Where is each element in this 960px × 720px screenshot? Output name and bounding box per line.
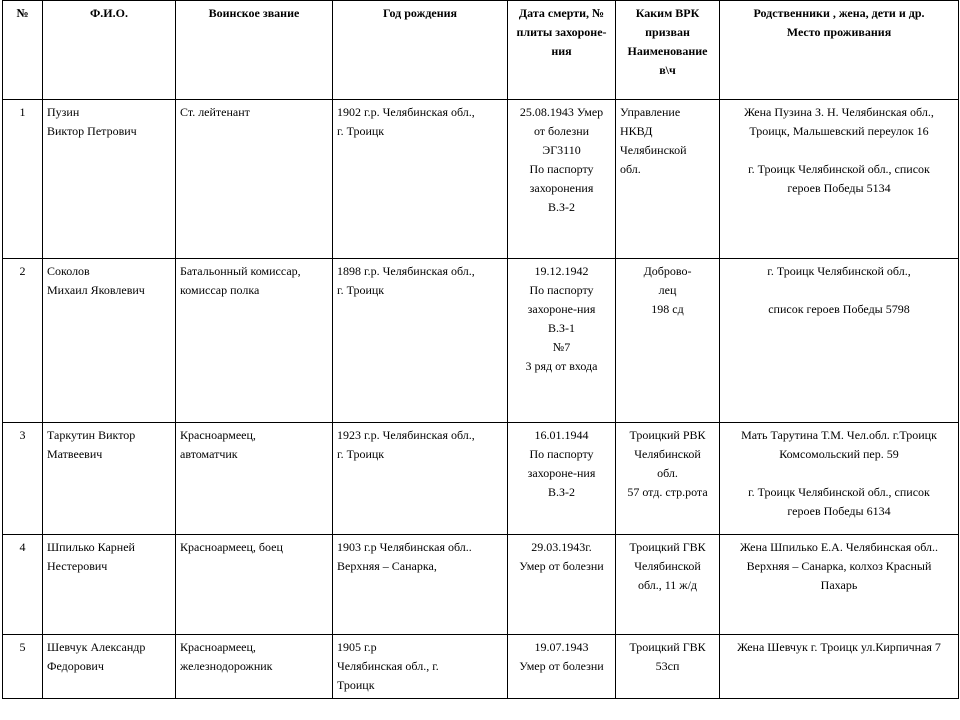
cell-line: Троицкий ГВК bbox=[629, 540, 706, 554]
cell-line: Комсомольский пер. 59 bbox=[779, 447, 899, 461]
cell-line: ния bbox=[551, 44, 572, 58]
cell-line: По паспорту bbox=[529, 447, 594, 461]
cell-birth bbox=[333, 635, 508, 699]
blank-line bbox=[724, 464, 954, 483]
cell-line: Челябинской bbox=[634, 447, 701, 461]
cell-line: Федорович bbox=[47, 659, 104, 673]
cell-relatives bbox=[720, 635, 959, 699]
cell-line: Каким ВРК bbox=[635, 6, 700, 20]
header-row bbox=[3, 1, 959, 100]
cell-line: 1898 г.р. Челябинская обл., bbox=[337, 264, 475, 278]
blank-line bbox=[724, 281, 954, 300]
cell-num: 3 bbox=[3, 423, 43, 535]
cell-line: Нестерович bbox=[47, 559, 108, 573]
cell-line: Умер от болезни bbox=[519, 659, 604, 673]
cell-line: героев Победы 6134 bbox=[787, 504, 891, 518]
cell-line: По паспорту bbox=[529, 283, 594, 297]
cell-line: г. Троицк bbox=[337, 283, 385, 297]
cell-vrk bbox=[616, 100, 720, 259]
cell-line: Умер от болезни bbox=[519, 559, 604, 573]
cell-line: Красноармеец, боец bbox=[180, 540, 283, 554]
cell-line: г. Троицк Челябинской обл., список bbox=[748, 485, 930, 499]
cell-line: Пузин bbox=[47, 105, 80, 119]
cell-line: захоронения bbox=[529, 181, 594, 195]
cell-line: В.З-1 bbox=[547, 321, 575, 335]
header-num: № bbox=[3, 1, 43, 100]
header-rank: Воинское звание bbox=[176, 1, 333, 100]
cell-relatives bbox=[720, 259, 959, 423]
cell-name bbox=[43, 635, 176, 699]
cell-line: Виктор Петрович bbox=[47, 124, 137, 138]
cell-line: Троицк, Мальшевский переулок 16 bbox=[749, 124, 929, 138]
burial-records-table bbox=[2, 0, 959, 699]
cell-line: В.З-2 bbox=[547, 485, 575, 499]
cell-line: Троицкий РВК bbox=[629, 428, 706, 442]
cell-line: 25.08.1943 Умер bbox=[519, 105, 604, 119]
cell-death bbox=[508, 259, 616, 423]
table-row bbox=[3, 259, 959, 423]
cell-line: 19.07.1943 bbox=[534, 640, 589, 654]
cell-line: автоматчик bbox=[180, 447, 238, 461]
cell-line: 19.12.1942 bbox=[534, 264, 589, 278]
cell-line: Верхняя – Санарка, bbox=[337, 559, 437, 573]
cell-line: обл., 11 ж/д bbox=[637, 578, 698, 592]
cell-line: Место проживания bbox=[786, 25, 892, 39]
cell-line: Троицк bbox=[337, 678, 375, 692]
cell-name bbox=[43, 423, 176, 535]
header-birth: Год рождения bbox=[333, 1, 508, 100]
cell-vrk bbox=[616, 535, 720, 635]
cell-line: от болезни bbox=[533, 124, 590, 138]
cell-line: Красноармеец, bbox=[180, 640, 256, 654]
cell-line: Родственники , жена, дети и др. bbox=[753, 6, 925, 20]
cell-num: 1 bbox=[3, 100, 43, 259]
cell-line: захороне-ния bbox=[527, 302, 596, 316]
cell-rank bbox=[176, 259, 333, 423]
cell-num: 2 bbox=[3, 259, 43, 423]
cell-birth bbox=[333, 259, 508, 423]
header-name: Ф.И.О. bbox=[43, 1, 176, 100]
cell-relatives bbox=[720, 100, 959, 259]
cell-line: По паспорту bbox=[529, 162, 594, 176]
table-row bbox=[3, 100, 959, 259]
cell-death bbox=[508, 423, 616, 535]
cell-line: Ст. лейтенант bbox=[180, 105, 250, 119]
cell-vrk bbox=[616, 259, 720, 423]
cell-rank bbox=[176, 635, 333, 699]
cell-line: Челябинская обл., г. bbox=[337, 659, 439, 673]
cell-death bbox=[508, 100, 616, 259]
cell-line: Матвеевич bbox=[47, 447, 103, 461]
cell-vrk bbox=[616, 423, 720, 535]
cell-line: Наименование bbox=[627, 44, 708, 58]
table-row bbox=[3, 423, 959, 535]
cell-line: Доброво- bbox=[643, 264, 692, 278]
cell-line: комиссар полка bbox=[180, 283, 260, 297]
cell-line: лец bbox=[658, 283, 677, 297]
cell-birth bbox=[333, 535, 508, 635]
cell-line: Шпилько Карней bbox=[47, 540, 135, 554]
cell-line: г. Троицк bbox=[337, 447, 385, 461]
cell-line: НКВД bbox=[620, 124, 653, 138]
cell-line: г. Троицк Челябинской обл., список bbox=[748, 162, 930, 176]
table-row bbox=[3, 635, 959, 699]
cell-line: Таркутин Виктор bbox=[47, 428, 136, 442]
cell-line: в\ч bbox=[659, 63, 676, 77]
cell-line: захороне-ния bbox=[527, 466, 596, 480]
cell-rank bbox=[176, 423, 333, 535]
cell-line: №7 bbox=[552, 340, 571, 354]
cell-line: Троицкий ГВК bbox=[629, 640, 706, 654]
cell-line: Михаил Яковлевич bbox=[47, 283, 145, 297]
cell-line: Управление bbox=[620, 105, 681, 119]
cell-line: Челябинской bbox=[620, 143, 687, 157]
cell-line: Дата смерти, № bbox=[518, 6, 605, 20]
cell-line: 29.03.1943г. bbox=[531, 540, 592, 554]
cell-line: призван bbox=[645, 25, 690, 39]
cell-line: героев Победы 5134 bbox=[787, 181, 891, 195]
cell-line: железнодорожник bbox=[180, 659, 273, 673]
cell-line: 1923 г.р. Челябинская обл., bbox=[337, 428, 475, 442]
cell-name bbox=[43, 535, 176, 635]
cell-line: Жена Пузина З. Н. Челябинская обл., bbox=[744, 105, 934, 119]
cell-death bbox=[508, 535, 616, 635]
cell-line: Жена Шпилько Е.А. Челябинская обл.. bbox=[739, 540, 939, 554]
cell-line: Батальонный комиссар, bbox=[180, 264, 301, 278]
cell-death bbox=[508, 635, 616, 699]
header-vrk bbox=[616, 1, 720, 100]
cell-line: 198 сд bbox=[651, 302, 684, 316]
blank-line bbox=[724, 141, 954, 160]
cell-line: 57 отд. стр.рота bbox=[627, 485, 708, 499]
cell-vrk bbox=[616, 635, 720, 699]
cell-name bbox=[43, 259, 176, 423]
header-death bbox=[508, 1, 616, 100]
cell-relatives bbox=[720, 535, 959, 635]
cell-line: Верхняя – Санарка, колхоз Красный bbox=[746, 559, 932, 573]
cell-line: Жена Шевчук г. Троицк ул.Кирпичная 7 bbox=[737, 640, 941, 654]
cell-line: Челябинской bbox=[634, 559, 701, 573]
cell-relatives bbox=[720, 423, 959, 535]
cell-name bbox=[43, 100, 176, 259]
cell-line: 1902 г.р. Челябинская обл., bbox=[337, 105, 475, 119]
cell-line: 3 ряд от входа bbox=[525, 359, 598, 373]
cell-line: Мать Тарутина Т.М. Чел.обл. г.Троицк bbox=[741, 428, 937, 442]
cell-line: Пахарь bbox=[820, 578, 858, 592]
cell-rank bbox=[176, 535, 333, 635]
cell-birth bbox=[333, 100, 508, 259]
header-relatives bbox=[720, 1, 959, 100]
cell-birth bbox=[333, 423, 508, 535]
cell-line: г. Троицк Челябинской обл., bbox=[767, 264, 911, 278]
cell-line: ЭГ3110 bbox=[542, 143, 581, 157]
cell-line: 53сп bbox=[655, 659, 680, 673]
cell-line: плиты захороне- bbox=[516, 25, 607, 39]
cell-line: Красноармеец, bbox=[180, 428, 256, 442]
cell-line: г. Троицк bbox=[337, 124, 385, 138]
cell-rank bbox=[176, 100, 333, 259]
cell-num: 5 bbox=[3, 635, 43, 699]
table-row bbox=[3, 535, 959, 635]
cell-line: список героев Победы 5798 bbox=[768, 302, 910, 316]
cell-line: В.З-2 bbox=[547, 200, 575, 214]
cell-line: 16.01.1944 bbox=[534, 428, 589, 442]
cell-line: 1903 г.р Челябинская обл.. bbox=[337, 540, 472, 554]
cell-line: Шевчук Александр bbox=[47, 640, 146, 654]
cell-line: Соколов bbox=[47, 264, 90, 278]
cell-line: обл. bbox=[657, 466, 678, 480]
cell-num: 4 bbox=[3, 535, 43, 635]
cell-line: 1905 г.р bbox=[337, 640, 377, 654]
cell-line: обл. bbox=[620, 162, 641, 176]
